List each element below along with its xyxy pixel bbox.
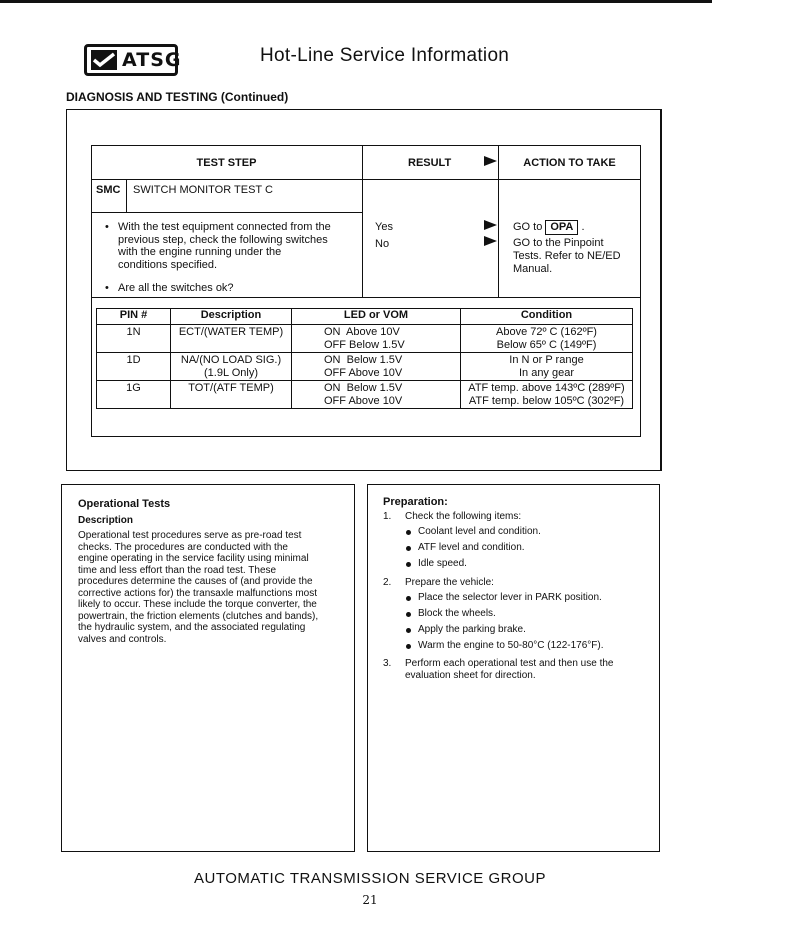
opa-label: OPA — [545, 220, 578, 235]
led-line: OFF Above 10V — [324, 394, 403, 407]
body-line: likely to occur. These include the torque converter, the — [78, 599, 317, 610]
preparation-title: Preparation: — [383, 496, 448, 508]
section-heading: DIAGNOSIS AND TESTING (Continued) — [66, 90, 289, 104]
action-no-line: Tests. Refer to NE/ED — [513, 250, 621, 262]
result-arrow-icon — [484, 156, 497, 166]
action-no-line: Manual. — [513, 263, 553, 275]
bullet-icon — [406, 612, 411, 617]
cond-line: Above 72º C (162ºF) — [496, 326, 597, 338]
action-yes — [513, 220, 585, 235]
table-row — [97, 353, 633, 381]
desc-line: (1.9L Only) — [203, 366, 258, 379]
desc-cell — [171, 325, 292, 353]
instruction-line: conditions specified. — [118, 259, 218, 271]
bullet-marker: • — [105, 282, 109, 294]
bullet-icon — [406, 596, 411, 601]
body-line: corrective actions for) the transaxle malfunctions most — [78, 587, 317, 599]
body-line: the hydraulic system, and the associated regulating — [78, 622, 306, 633]
result-no: No — [375, 238, 390, 250]
checklist-item: Place the selector lever in PARK position. — [418, 592, 602, 603]
led-line: ON Below 1.5V — [324, 382, 403, 394]
led-line: ON Above 10V — [324, 326, 400, 338]
cond-cell — [461, 381, 633, 409]
instruction-line: with the engine running under the — [118, 246, 282, 258]
pin-cell: 1G — [97, 381, 171, 409]
atsg-logo — [84, 44, 182, 76]
pin-header: PIN # — [97, 309, 171, 325]
condition-header: Condition — [461, 309, 633, 325]
checkmark-icon — [91, 50, 117, 70]
led-cell — [292, 353, 461, 381]
operational-tests-title: Operational Tests — [78, 498, 171, 510]
header-divider — [91, 179, 641, 180]
led-cell — [292, 325, 461, 353]
cond-line: In any gear — [518, 366, 575, 379]
description-header: Description — [171, 309, 292, 325]
pin-table-header — [97, 309, 633, 325]
step-number: 2. — [383, 577, 392, 588]
col-header-action: ACTION TO TAKE — [523, 157, 616, 169]
cond-line: ATF temp. below 105ºC (302ºF) — [468, 394, 625, 407]
page-number: 21 — [362, 893, 378, 907]
bullet-icon — [406, 546, 411, 551]
desc-cell — [171, 381, 292, 409]
instruction-line: previous step, check the following switches — [118, 234, 328, 246]
led-header: LED or VOM — [292, 309, 461, 325]
result-yes: Yes — [375, 221, 393, 233]
cond-cell — [461, 325, 633, 353]
body-line: time and less effort than the road test. These — [78, 564, 277, 576]
step-text: Check the following items: — [405, 511, 522, 522]
checklist-item: Apply the parking brake. — [418, 624, 526, 635]
checklist-item: Warm the engine to 50-80°C (122-176°F). — [418, 640, 604, 651]
checklist-item: ATF level and condition. — [418, 542, 525, 553]
top-rule — [0, 0, 712, 3]
action-goto: GO to — [513, 221, 543, 233]
checklist-item: Block the wheels. — [418, 608, 496, 619]
question-text: Are all the switches ok? — [118, 282, 234, 294]
desc-cell — [171, 353, 292, 381]
body-line: checks. The procedures are conducted with the — [78, 541, 288, 553]
led-line: OFF Above 10V — [324, 366, 403, 379]
cond-line: Below 65º C (149ºF) — [496, 338, 597, 351]
cond-line: In N or P range — [509, 354, 584, 366]
footer-organization: AUTOMATIC TRANSMISSION SERVICE GROUP — [194, 870, 546, 887]
logo-text: ATSG — [122, 49, 182, 71]
operational-description — [78, 530, 346, 645]
table-row — [97, 325, 633, 353]
action-no-line: GO to the Pinpoint — [513, 237, 604, 249]
body-line: valves and controls. — [78, 633, 167, 645]
result-bottom-divider — [91, 297, 641, 298]
page-title: Hot-Line Service Information — [260, 45, 510, 66]
col-divider-result — [362, 145, 363, 297]
led-cell — [292, 381, 461, 409]
col-header-result: RESULT — [408, 157, 452, 169]
pin-table — [96, 308, 633, 409]
yes-arrow-icon — [484, 220, 497, 230]
pin-cell: 1D — [97, 353, 171, 381]
desc-line: TOT/(ATF TEMP) — [188, 382, 274, 394]
body-line: powertrain, the friction elements (clutches and bands), — [78, 610, 319, 622]
smc-divider — [91, 212, 362, 213]
body-line: Operational test procedures serve as pre-road test — [78, 530, 302, 541]
checklist-item: Idle speed. — [418, 558, 467, 569]
body-line: engine operating in the service facility using minimal — [78, 553, 309, 564]
instruction-line: With the test equipment connected from the — [118, 221, 331, 233]
led-line: ON Below 1.5V — [324, 354, 403, 366]
bullet-icon — [406, 644, 411, 649]
no-arrow-icon — [484, 236, 497, 246]
col-header-test-step: TEST STEP — [196, 157, 257, 169]
body-line: procedures determine the causes of (and provide the — [78, 576, 313, 587]
led-line: OFF Below 1.5V — [324, 338, 405, 351]
bullet-icon — [406, 562, 411, 567]
pin-cell: 1N — [97, 325, 171, 353]
action-period: . — [581, 221, 585, 233]
step-number: 3. — [383, 658, 392, 669]
bullet-icon — [406, 530, 411, 535]
bullet-marker: • — [105, 221, 109, 233]
step-text: evaluation sheet for direction. — [405, 670, 536, 681]
description-subtitle: Description — [78, 515, 134, 526]
smc-tag-divider — [126, 180, 127, 212]
step-number: 1. — [383, 511, 392, 522]
desc-line: ECT/(WATER TEMP) — [178, 326, 284, 338]
table-row — [97, 381, 633, 409]
checklist-item: Coolant level and condition. — [418, 526, 541, 537]
smc-title: SWITCH MONITOR TEST C — [133, 184, 273, 196]
step-text: Perform each operational test and then use the — [405, 658, 614, 669]
smc-tag: SMC — [96, 184, 121, 196]
step-text: Prepare the vehicle: — [405, 577, 494, 588]
cond-cell — [461, 353, 633, 381]
desc-line: NA/(NO LOAD SIG.) — [180, 354, 282, 366]
bullet-icon — [406, 628, 411, 633]
cond-line: ATF temp. above 143ºC (289ºF) — [468, 382, 625, 394]
